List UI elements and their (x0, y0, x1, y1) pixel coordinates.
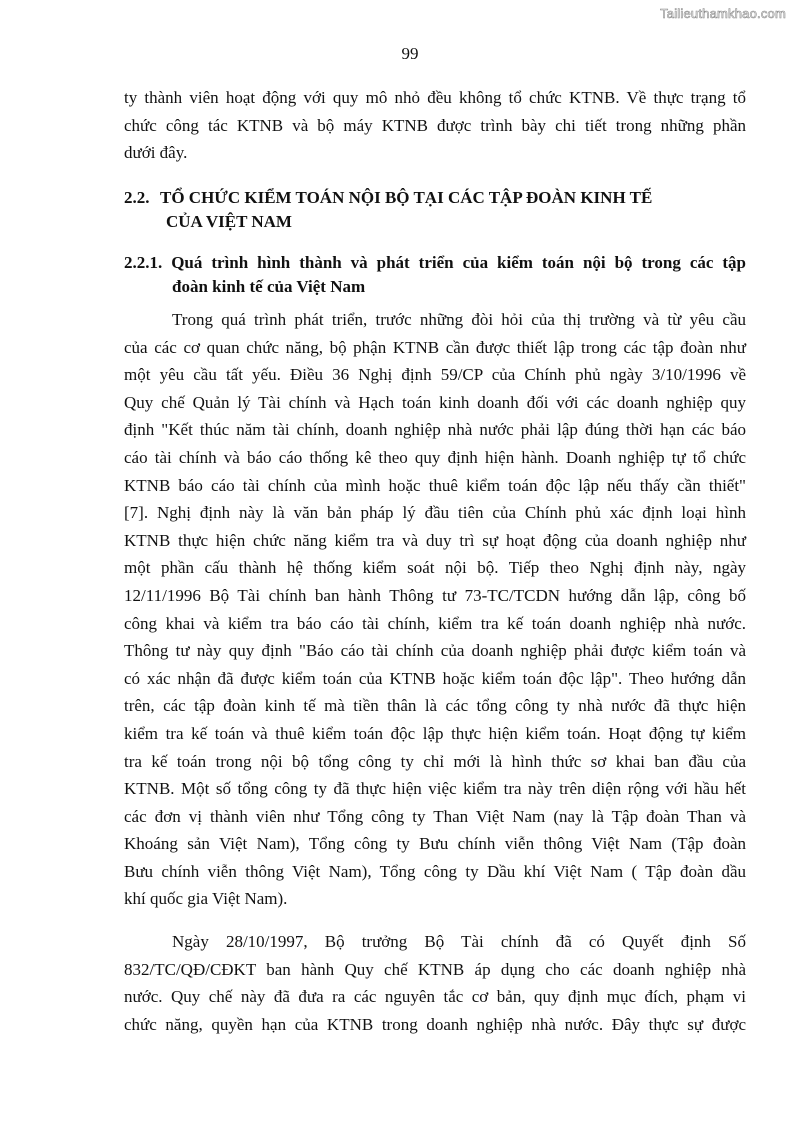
text-line: ty thành viên hoạt động với quy mô nhỏ đều không tổ chức KTNB. Về thực trạng tổ (124, 88, 746, 107)
text-line: các đơn vị thành viên như Tổng công ty Than Việt Nam (nay là Tập đoàn Than và (124, 806, 746, 826)
text-line: chức năng, quyền hạn của KTNB trong doanh nghiệp nhà nước. Đây thực sự được (124, 1014, 746, 1034)
paragraph-2 (124, 306, 746, 913)
text-line: công khai và kiểm tra báo cáo tài chính, kiểm tra kế toán doanh nghiệp nhà nước. (124, 613, 746, 633)
text-line: Ngày 28/10/1997, Bộ trưởng Bộ Tài chính đã có Quyết định Số (172, 932, 746, 951)
text-line: Quy chế Quản lý Tài chính và Hạch toán kinh doanh đối với các doanh nghiệp quy (124, 392, 746, 412)
text-line: có xác nhận đã được kiểm toán của KTNB hoặc kiểm toán độc lập". Theo hướng dẫn (124, 668, 746, 688)
heading-text: đoàn kinh tế của Việt Nam (172, 277, 366, 296)
page-number: 99 (401, 44, 419, 63)
text-line: 12/11/1996 Bộ Tài chính ban hành Thông tư 73-TC/TCDN hướng dẫn lập, công bố (124, 585, 746, 605)
paragraph-3 (124, 928, 746, 1038)
text-line: của các cơ quan chức năng, bộ phận KTNB cần được thiết lập trong các tập đoàn như (124, 337, 746, 357)
text-line: Khoáng sản Việt Nam), Tổng công ty Bưu chính viễn thông Việt Nam (Tập đoàn (124, 834, 746, 854)
text-line: Bưu chính viễn thông Việt Nam), Tổng công ty Dầu khí Việt Nam ( Tập đoàn dầu (124, 861, 746, 881)
text-line: Thông tư này quy định "Báo cáo tài chính của doanh nghiệp phải được kiểm toán và (124, 641, 746, 661)
text-line: Trong quá trình phát triển, trước những đòi hỏi của thị trường và từ yêu cầu (172, 310, 746, 329)
section-heading-2-2 (124, 186, 746, 234)
text-line: nước. Quy chế này đã đưa ra các nguyên tắc cơ bản, quy định mục đích, phạm vi (124, 987, 746, 1007)
section-heading-2-2-1 (124, 251, 746, 299)
text-line: [7]. Nghị định này là văn bản pháp lý đầu tiên của Chính phủ xác định loại hình (124, 503, 746, 523)
text-line: một yêu cầu tất yếu. Điều 36 Nghị định 59/CP của Chính phủ ngày 3/10/1996 về (124, 365, 746, 385)
text-line: 832/TC/QĐ/CĐKT ban hành Quy chế KTNB áp dụng cho các doanh nghiệp nhà (124, 959, 746, 979)
text-line: khí quốc gia Việt Nam). (124, 889, 288, 909)
heading-text: TỔ CHỨC KIỂM TOÁN NỘI BỘ TẠI CÁC TẬP ĐOÀN KINH TẾ (160, 188, 653, 207)
text-line: dưới đây. (124, 143, 188, 163)
heading-number: 2.2. (124, 188, 150, 207)
text-line: kiểm tra kế toán và thuê kiểm toán độc lập thực hiện kiểm toán. Hoạt động tự kiểm (124, 723, 746, 743)
text-line: KTNB. Một số tổng công ty đã thực hiện việc kiểm tra này trên diện rộng với hầu hết (124, 779, 746, 799)
text-line: một phần cấu thành hệ thống kiểm soát nội bộ. Tiếp theo Nghị định này, ngày (124, 558, 746, 578)
text-line: KTNB thực hiện chức năng kiểm tra và duy trì sự hoạt động của doanh nghiệp như (124, 530, 746, 550)
text-line: KTNB báo cáo tài chính của mình hoặc thuê kiểm toán độc lập nếu thấy cần thiết" (124, 475, 746, 495)
text-line: chức công tác KTNB và bộ máy KTNB được trình bày chi tiết trong những phần (124, 115, 746, 135)
heading-text: 2.2.1. Quá trình hình thành và phát triển của kiểm toán nội bộ trong các tập (124, 253, 746, 272)
watermark: Tailieuthamkhao.com (660, 6, 786, 21)
text-line: tra kế toán trong nội bộ tổng công ty chỉ mới là hình thức sơ khai ban đầu của (124, 751, 746, 771)
text-line: trên, các tập đoàn kinh tế mà tiền thân là các tổng công ty nhà nước đã thực hiện (124, 696, 746, 716)
heading-text: CỦA VIỆT NAM (166, 212, 292, 231)
text-line: cáo tài chính và báo cáo thống kê theo quy định hiện hành. Doanh nghiệp tự tổ chức (124, 447, 746, 467)
text-line: định "Kết thúc năm tài chính, doanh nghiệp nhà nước phải lập đúng thời hạn các báo (124, 420, 746, 440)
paragraph-1 (124, 84, 746, 167)
